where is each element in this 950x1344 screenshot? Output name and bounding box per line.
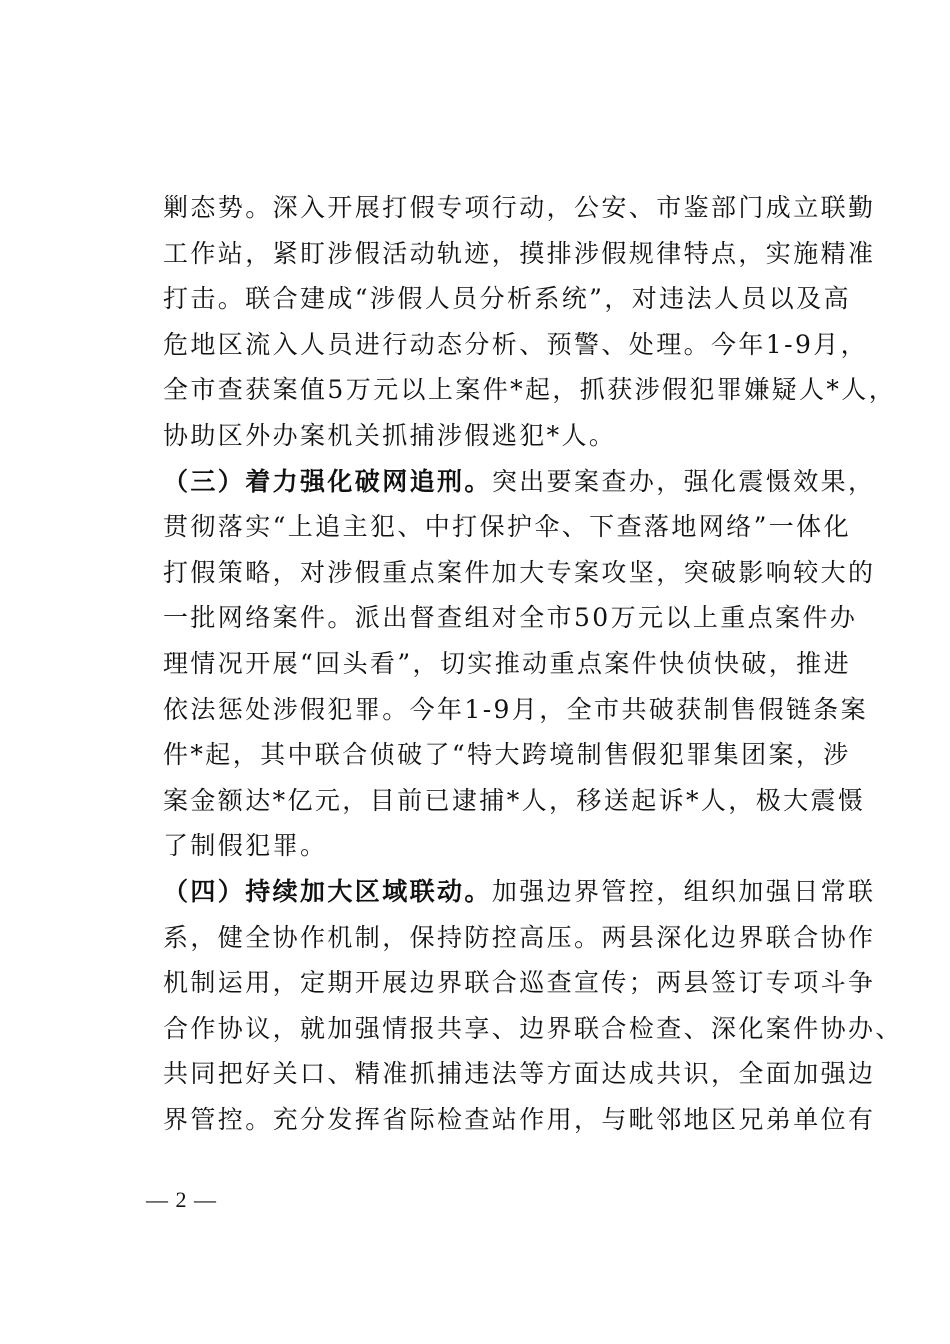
document-body: [163, 185, 903, 1142]
text-line: 依法惩处涉假犯罪。今年1-9月，全市共破获制售假链条案: [163, 694, 869, 724]
text-line: 工作站，紧盯涉假活动轨迹，摸排涉假规律特点，实施精准: [163, 238, 876, 268]
text-line: 一批网络案件。派出督查组对全市50万元以上重点案件办: [163, 603, 858, 633]
text-line: 打假策略，对涉假重点案件加大专案攻坚，突破影响较大的: [163, 557, 876, 587]
text-line: 协助区外办案机关抓捕涉假逃犯*人。: [163, 420, 617, 450]
text-line: 共同把好关口、精准抓捕违法等方面达成共识，全面加强边: [163, 1059, 876, 1089]
section-3-text: 突出要案查办，强化震慑效果，: [491, 466, 876, 496]
section-3-first-line: [163, 459, 876, 505]
text-line: 件*起，其中联合侦破了“特大跨境制售假犯罪集团案，涉: [163, 740, 851, 770]
text-line: 系，健全协作机制，保持防控高压。两县深化边界联合协作: [163, 922, 876, 952]
section-4-first-line: [163, 869, 876, 915]
text-line: 了制假犯罪。: [163, 831, 328, 861]
text-line: 贯彻落实“上追主犯、中打保护伞、下查落地网络”一体化: [163, 512, 851, 542]
text-line: 剿态势。深入开展打假专项行动，公安、市鉴部门成立联勤: [163, 193, 876, 222]
text-line: 危地区流入人员进行动态分析、预警、处理。今年1-9月，: [163, 329, 869, 359]
text-line: 打击。联合建成“涉假人员分析系统”，对违法人员以及高: [163, 284, 851, 314]
text-line: 界管控。充分发挥省际检查站作用，与毗邻地区兄弟单位有: [163, 1104, 876, 1134]
text-line: 机制运用，定期开展边界联合巡查宣传；两县签订专项斗争: [163, 968, 876, 998]
section-4-text: 加强边界管控，组织加强日常联: [491, 876, 876, 906]
text-line: 全市查获案值5万元以上案件*起，抓获涉假犯罪嫌疑人*人，: [163, 375, 897, 405]
text-line: 合作协议，就加强情报共享、边界联合检查、深化案件协办、: [163, 1013, 903, 1043]
page-number: — 2 —: [146, 1187, 217, 1212]
section-4-heading: （四）持续加大区域联动。: [163, 876, 492, 906]
text-line: 理情况开展“回头看”，切实推动重点案件快侦快破，推进: [163, 648, 851, 678]
section-3-heading: （三）着力强化破网追刑。: [163, 466, 492, 496]
text-line: 案金额达*亿元，目前已逮捕*人，移送起诉*人，极大震慑: [163, 785, 866, 815]
